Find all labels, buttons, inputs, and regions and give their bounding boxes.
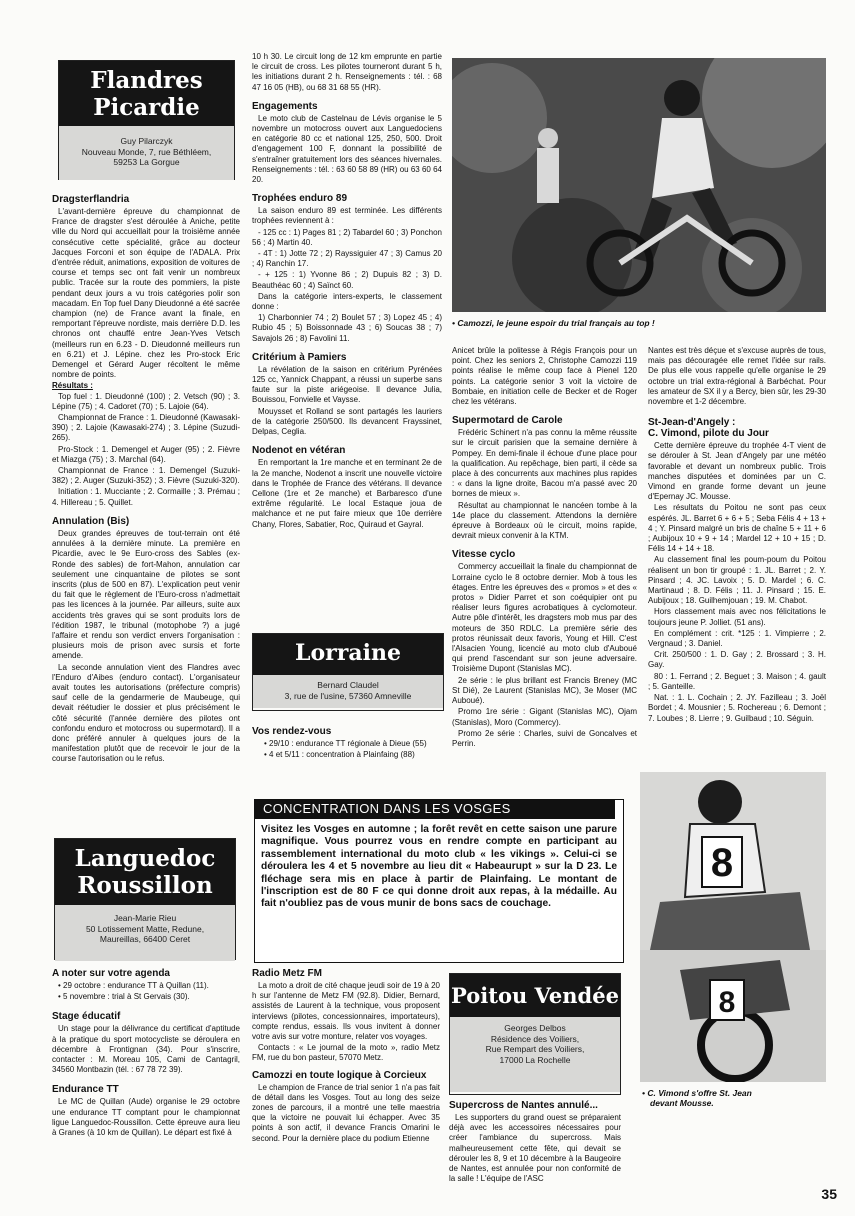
heading-endurance: Endurance TT [52,1084,119,1096]
result-line: 1) Charbonnier 74 ; 2) Boulet 57 ; 3) Lopez 45 ; 4) Rubio 45 ; 5) Boissonnade 43 ; 6) Soucas 38 ; 7) Savajols 26 ; 8) Favolini 11. [252,313,442,343]
article-text: L'avant-dernière épreuve du championnat de France de dragster s'est déroulée à Aniche, petite ville du Nord qui accueillait pour la troisième année consécutive cette spécialité, grâce au docteur Jacques Forconi et son équipe de l'ADALA. Prix d'entrée réduit, animations, exposition de voitures de course et temps sec ont fait venir un nombreux public. Tracée sur la route des pommiers, la piste pendant deux jours a vu trois catégories polir son macadam. En Top fuel Dany Dieudonné a été sacrée champion (ne) de France avant la finale, en remportant l'épreuve nordiste, mais derrière D.D. les chronos ont chauffé entre Jean-Yves Vetsch (meilleurs run en 6.23 - D. Dieudonné meilleurs run en 6.21) et J. Lépine. chez les Pro-stock Eric Demengel et Gérard Auger récoltent le même nombre de points. [52,207,240,380]
region-address: Jean-Marie Rieu 50 Lotissement Matte, Redune, Maureillas, 66400 Ceret [55,905,235,961]
article-text: Nantes est très déçue et s'excuse auprès de tous, mais pas découragée elle remet l'idée sur rails. De plus elle vous rappelle qu'elle organise le 29 octobre un trial extra-régional à Barbéchat. Pour les amateur de SX il y a Bercy, bien sûr, les 29-30 novembre et 1-2 décembre. [648,346,826,407]
svg-text:8: 8 [710,841,734,885]
concentration-box [254,799,624,963]
result-line: Dans la catégorie inters-experts, le classement donne : [252,291,442,312]
motocross-bike-illustration [640,950,826,1082]
article-text: Un stage pour la délivrance du certificat d'aptitude à la pratique du sport motocycliste se déroulera en décembre à Frontignan (34). Pour s'inscrire, contacter : M. Moreau 105, Cami de Cantagril, 34560 Montbazin (tél. : 67 78 72 39). [52,1024,240,1075]
results-heading: Résultats : [52,381,93,391]
region-address: Georges Delbos Résidence des Voiliers, Rue Rempart des Voiliers, 17000 La Rochelle [450,1017,620,1092]
result-line: Top fuel : 1. Dieudonné (100) ; 2. Vetsch (90) ; 3. Lépine (75) ; 4. Cadoret (70) ; 5. Lajoie (64). [52,391,240,411]
heading-camozzi: Camozzi en toute logique à Corcieux [252,1069,427,1081]
article-text: Résultat au championnat le nancéen tombe à la 14e place du classement. Attendons la dernière épreuve à Bordeaux où le circuit, moins rapide, devrait mieux convenir à la KTM. [452,500,637,541]
article-text: 10 h 30. Le circuit long de 12 km emprunte en partie le circuit de cross. Les pilotes tourneront durant 5 h, les initiations durant 2 h. Renseignements : tél. : 68 47 16 05 (HB), ou 68 31 68 55 (HR). [252,52,442,92]
result-line: - 125 cc : 1) Pages 81 ; 2) Tabardel 60 ; 3) Ponchon 56 ; 4) Martin 40. [252,227,442,247]
result-line: Crit. 250/500 : 1. D. Gay ; 2. Brossard ; 3. H. Gay. [648,650,826,670]
result-line: Promo 2e série : Charles, suivi de Goncalves et Perrin. [452,728,637,748]
region-box-languedoc-roussillon [54,838,236,960]
photo-camozzi-trial [452,58,826,312]
region-box-poitou-vendee [449,973,621,1095]
agenda-item: • 5 novembre : trial à St Gervais (30). [58,992,190,1002]
heading-annulation: Annulation (Bis) [52,515,130,527]
result-line: 80 : 1. Ferrand ; 2. Beguet ; 3. Maison ; 4. gault ; 5. Ganteille. [648,671,826,691]
rdv-item: • 4 et 5/11 : concentration à Plainfaing (88) [264,750,415,760]
result-line: En complément : crit. *125 : 1. Vimpierre ; 2. Vergnaud ; 3. Daniel. [648,628,826,649]
heading-dragsterflandria: Dragsterflandria [52,194,130,205]
column-1-bottom [52,968,240,1139]
article-text: La saison enduro 89 est terminée. Les différents trophées reviennent à : [252,206,442,226]
heading-agenda: A noter sur votre agenda [52,968,170,979]
heading-nodenot: Nodenot en vétéran [252,445,346,457]
article-text: Hors classement mais avec nos félicitations le toujours jeune P. Jolliet. (51 ans). [648,607,826,627]
article-text: La révélation de la saison en critérium Pyrénées 125 cc, Yannick Chappant, a réussi un superbe sans faute sur la piste ariégeoise. Il devance Julia, Bouissou, Fonvielle et Vaysse. [252,364,442,405]
heading-supercross-nantes: Supercross de Nantes annulé... [449,1100,598,1111]
article-text: Anicet brûle la politesse à Régis François pour un point. Chez les seniors 2, Christophe Camozzi 119 points réalise le même coup face à Pienel 120 points. La catégorie senior 3 voit la victoire de Bombaie, en initiation celle de Becker et de Roger chez les vétérans. [452,346,637,407]
result-line: Pro-Stock : 1. Demengel et Auger (95) ; 2. Fièvre et Miazga (75) ; 3. Marchal (64). [52,444,240,464]
article-text: Mouysset et Rolland se sont partagés les lauriers de la catégorie 250/500. Ils devancent Frayssinet, Delpas, Ceglia. [252,406,442,437]
article-text: En remportant la 1re manche et en terminant 2e de la 2e manche, Nodenot a inscrit une nouvelle victoire dans le Trophée de France des vétérans. Il devance Cellone (1re et 2e manche) et Barbaresco d'une extrême régularité. Le local Estaque joua de malchance et ne put faire mieux que 10e derrière Chany, Flores, Sabatier, Roc, Quiraud et Gayral. [252,458,442,529]
heading-stage: Stage éducatif [52,1011,121,1023]
column-1-top [52,188,240,766]
motocross-rider-illustration [640,772,826,950]
article-text: Au classement final les poum-poum du Poitou réalisent un bon tir groupé : 1. JL. Barret ; 2. Y. Pinsard ; 4. JC. Lavoix ; 5. D. Mardel ; 6. C. Martinaud ; 8. D. Félis ; 11. J. Pinsard ; 15. E. Aubijoux ; 18. Guilhemjouan ; 19. M. Chabot. [648,555,826,606]
agenda-item: • 29 octobre : endurance TT à Quillan (11). [58,981,209,990]
region-title: Languedoc Roussillon [55,839,235,905]
article-text: La seconde annulation vient des Flandres avec l'Enduro d'Aibes (enduro contact). L'organisateur avait toutes les autorisations (préfecture compris) sauf celle de la gendarmerie de Maubeuge, qui devait réétudier le dossier et plus précisément le côté sécurité (l'année dernière des pilotes ont confondu enduro et motocross ou supermotard). Il a donc préféré annuler à quelques jours de la manifestation plutôt que de recevoir le jour de la course l'autorisation ou le refus. [52,662,240,764]
heading-criterium: Critérium à Pamiers [252,351,347,363]
region-address: Guy Pilarczyk Nouveau Monde, 7, rue Béthléem, 59253 La Gorgue [59,126,234,180]
region-title: Lorraine [253,634,443,675]
region-address: Bernard Claudel 3, rue de l'usine, 57360 Amneville [253,675,443,708]
column-2-rdv [252,726,442,761]
region-title: Flandres Picardie [59,61,234,126]
article-text: Le champion de France de trial senior 1 n'a pas fait de détail dans les Vosges. Tout au long des seize zones de parcours, il a montré une telle maestria que la victoire ne pouvait lui échapper. Avec 35 points à son actif, il devance Francis Omarini le second. Pour la dernière place du podium Etienne [252,1082,440,1143]
article-text: Les résultats du Poitou ne sont pas ceux espérés. JL. Barret 6 + 6 + 5 ; Seba Félis 4 + 13 + 4 ; Y. Pinsard malgré un bris de chaîne 5 + 11 + 6 ; Aubijoux 10 + 9 + 14 ; Mardel 12 + 10 + 15 ; D. Félis 14 + 14 + 18. [648,503,826,554]
heading-engagements: Engagements [252,100,318,112]
article-text: La moto a droit de cité chaque jeudi soir de 19 à 20 h sur l'antenne de Metz FM (92.8). Didier, Bernard, assistés de Laurent à la technique, vous proposent interviews (pilotes, concessionnaires, importateurs), compte rendus, essais. Ils vous invitent à donner votre avis sur votre monture, relater vos voyages. [252,981,440,1042]
article-text: Frédéric Schinert n'a pas connu la même réussite sur le circuit parisien que la semaine dernière à Pompey. En demi-finale il échoue d'une place pour la qualification. Au repêchage, bien parti, il cède sa place à des concurrents aux machines plus rapides : « dans la ligne droite, Bacou m'a passé avec 20 bornes de mieux ». [452,428,637,499]
article-text: Cette dernière épreuve du trophée 4-T vient de se dérouler à St. Jean d'Angely par une météo favorable et devant un nombreux public. Trois manches disputées et dominées par un C. Vimond en grande forme devant un jeune d'Epernay JC. Mousse. [648,441,826,502]
column-3 [452,346,637,750]
photo-vimond-lower-area [640,950,826,1082]
photo-caption-bottom: • C. Vimond s'offre St. Jean devant Mousse. [642,1088,752,1108]
article-text: Deux grandes épreuves de tout-terrain ont été annulées à la dernière minute. La première en Picardie, avec le 9e Euro-cross des Sables (ex-Ronde des sables) de fort-Mahon, annulation car seulement une cinquantaine de pilotes se sont inscrits (plus de 500 en 87). L'explication peut venir du fait que le règlement de l'Euro-cross n'admettait pas les licences à la journée. Par ailleurs, suite aux accidents très graves qui se sont produits lors de l'édition 1987, le tribunal (motophobe ?) a jugé l'affaire et rendu son verdict envers l'organisation : plusieurs mois de prison avec sursis et forte amende. [52,528,240,661]
article-text: Le moto club de Castelnau de Lévis organise le 5 novembre un motocross ouvert aux Languedociens en catégorie 80 cc et national 125, 250, 500. Droit d'engagement 100 F, donnant la possibilité de s'entraîner gratuitement lors des séances hivernales. Renseignements : tél. : 63 60 58 89 (HR) ou 63 60 64 20. [252,113,442,185]
photo-vimond-motocross [640,772,826,950]
column-4 [648,346,826,725]
svg-text:8: 8 [718,986,736,1019]
result-line: Nat. : 1. L. Cochain ; 2. JY. Fazilleau ; 3. Joël Bordet ; 4. Mousnier ; 5. Rochereau ; 6. Demont ; 7. Loubes ; 8. Lierre ; 9. Guilbaud ; 10. Séguin. [648,693,826,723]
article-text: Le MC de Quillan (Aude) organise le 29 octobre une endurance TT comptant pour le championnat ligue Languedoc-Roussillon. Cette épreuve aura lieu à Granes (à 10 km de Quillan). Le départ est fixé à [52,1097,240,1138]
concentration-body: Visitez les Vosges en automne ; la forêt revêt en cette saison une parure magnifique. Vous pourrez vous en rendre compte en participant au rassemblement international du moto club « les vikings ». Celui-ci se déroulera les 4 et 5 novembre au lieu dit « Habeaurupt » sur la D 23. Le fléchage sera mis en place à partir de Plainfaing. Le montant de l'inscription est de 80 F ce qui donne droit aux repas, à la médaille. Au fait n'oubliez pas de vous munir de bons sacs de couchage. [261,824,617,910]
column-3-bottom [449,1100,621,1185]
heading-rdv: Vos rendez-vous [252,726,332,737]
article-text: Commercy accueillait la finale du championnat de Lorraine cyclo le 8 octobre dernier. Mob à tous les étages. Entre les épreuves des « promos » et des « protos » Didier Parret et son coéquipier ont pu réaliser leurs figures acrobatiques à cyclomoteur. Autre pôle d'intérêt, les dragsters mob mus par des moteurs de 350 RDLC. La première série des protos réunissait deux favoris, Young et Hill. C'est l'Alsacien Young, licencié au moto club d'Auboué qui prend l'ascendant sur son jeune adversaire. Troisième Dupont (Stanislas MC). [452,562,637,674]
result-line: Initiation : 1. Mucciante ; 2. Cormaille ; 3. Prémau ; 4. Hillereau ; 5. Quillet. [52,487,240,507]
heading-radio-metz: Radio Metz FM [252,968,322,979]
region-title: Poitou Vendée [450,974,620,1017]
result-line: - 4T : 1) Jotte 72 ; 2) Rayssiguier 47 ; 3) Camus 20 ; 4) Ranchin 17. [252,249,442,269]
heading-vitesse-cyclo: Vitesse cyclo [452,549,516,561]
column-2-bottom [252,968,440,1145]
article-text: Les supporters du grand ouest se préparaient déjà avec les accessoires nécessaires pour créer l'ambiance du supercross. Mais malheureusement cette fête, qui devait se dérouler les 8, 9 et 10 décembre à la Baugeoire de Nantes, est annulée pour non conformité de la salle ! L'équipe de l'ASC [449,1113,621,1184]
rdv-item: • 29/10 : endurance TT régionale à Dieue (55) [264,739,427,748]
photo-caption-top: • Camozzi, le jeune espoir du trial français au top ! [452,318,655,328]
region-box-flandres-picardie [58,60,235,180]
concentration-title: CONCENTRATION DANS LES VOSGES [255,799,615,819]
article-text: Contacts : « Le journal de la moto », radio Metz FM, rue du bon pasteur, 57070 Metz. [252,1043,440,1063]
heading-st-jean-angely: St-Jean-d'Angely : C. Vimond, pilote du Jour [648,417,769,440]
column-2-top [252,52,442,531]
result-line: Promo 1re série : Gigant (Stanislas MC), Ojam (Stanislas), Moro (Commercy). [452,707,637,727]
result-line: 2e série : le plus brillant est Francis Breney (MC St Dié), 2e Laurent (Stanislas MC), 3e Moser (MC Auboué). [452,675,637,706]
trial-rider-illustration [452,58,826,312]
heading-supermotard: Supermotard de Carole [452,415,563,427]
result-line: Championnat de France : 1. Demengel (Suzuki-382) ; 2. Auger (Suzuki-352) ; 3. Fièvre (Suzuki-320). [52,466,240,486]
heading-trophees: Trophées enduro 89 [252,193,348,205]
region-box-lorraine [252,633,444,711]
result-line: - + 125 : 1) Yvonne 86 ; 2) Dupuis 82 ; 3) D. Beauthéac 60 ; 4) Saïnct 60. [252,270,442,290]
result-line: Championnat de France : 1. Dieudonné (Kawasaki-390) ; 2. Lajoie (Kawasaki-274) ; 3. Lépine (Suzudi-265). [52,413,240,443]
page-number: 35 [821,1186,837,1202]
